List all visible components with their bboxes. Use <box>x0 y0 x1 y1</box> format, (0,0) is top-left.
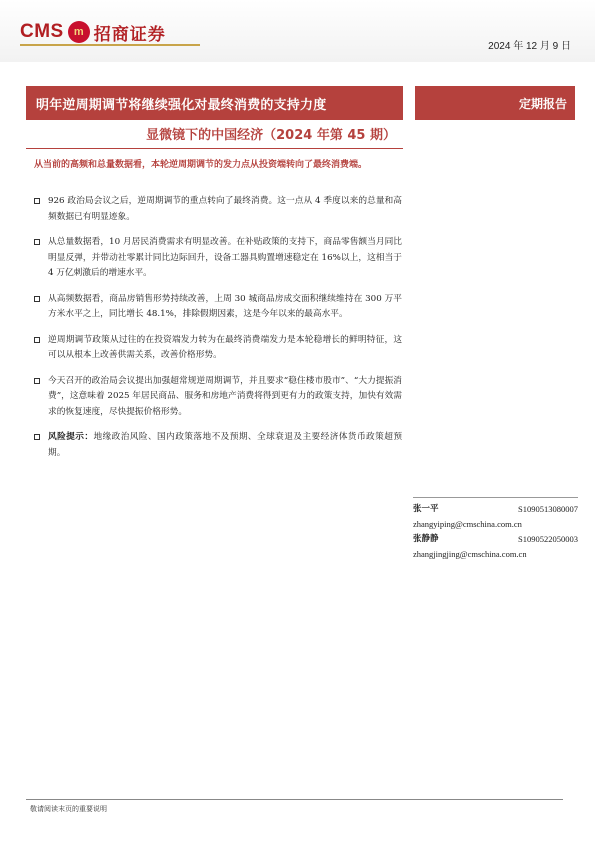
analyst-email[interactable]: zhangjingjing@cmschina.com.cn <box>413 549 527 559</box>
title-band <box>26 86 403 120</box>
list-item <box>34 430 402 461</box>
bullet-square-icon <box>34 296 40 302</box>
bullet-text: 从总量数据看，10 月居民消费需求有明显改善。在补贴政策的支持下，商品零售额当月同比明显反弹，并带动社零累计同比边际回升，设备工器具购置增速稳定在 16%以上，这相当于 4 万亿刺激后的增速水平。 <box>48 237 402 278</box>
report-title: 明年逆周期调节将继续强化对最终消费的支持力度 <box>36 97 327 113</box>
bullet-square-icon <box>34 378 40 384</box>
list-item <box>34 292 402 323</box>
logo-underline <box>20 44 200 46</box>
analyst-row <box>413 502 578 517</box>
bullet-square-icon <box>34 337 40 343</box>
list-item <box>34 235 402 282</box>
report-summary: 从当前的高频和总量数据看，本轮逆周期调节的发力点从投资端转向了最终消费端。 <box>34 160 368 170</box>
bullet-text: 926 政治局会议之后，逆周期调节的重点转向了最终消费。这一点从 4 季度以来的总量和高频数据已有明显迹象。 <box>48 196 402 222</box>
bullet-text: 从高频数据看，商品房销售形势持续改善，上周 30 城商品房成交面积继续维持在 300 万平方米水平之上，同比增长 48.1%，排除假期因素，这是今年以来的最高水平。 <box>48 293 402 319</box>
logo-chinese: 招商证券 <box>93 24 166 45</box>
footer-divider <box>26 799 563 800</box>
report-category: 定期报告 <box>518 96 567 111</box>
footer-disclaimer: 敬请阅读末页的重要说明 <box>30 805 107 813</box>
analyst-info <box>413 497 578 562</box>
key-points-list <box>34 194 402 471</box>
analyst-license-id: S1090513080007 <box>518 504 578 514</box>
analyst-email[interactable]: zhangyiping@cmschina.com.cn <box>413 519 522 529</box>
analyst-row <box>413 532 578 547</box>
analyst-divider <box>413 497 578 498</box>
bullet-square-icon <box>34 434 40 440</box>
logo-latin: CMS <box>20 21 64 42</box>
bullet-text: 今天召开的政治局会议提出加强超常规逆周期调节，并且要求“稳住楼市股市”、“大力提振消费”，这意味着 2025 年居民商品、服务和房地产消费将得到更有力的政策支持，加快有效需求的恢复速度，尽快提振价格形势。 <box>48 375 402 417</box>
category-band <box>415 86 575 120</box>
page-header <box>0 0 595 62</box>
list-item <box>34 194 402 225</box>
analyst-name: 张静静 <box>413 534 439 544</box>
subtitle-divider <box>26 148 403 149</box>
analyst-name: 张一平 <box>413 504 439 514</box>
bullet-text: 逆周期调节政策从过往的在投资端发力转为在最终消费端发力是本轮稳增长的鲜明特征，这可以从根本上改善供需关系，改善价格形势。 <box>48 334 402 360</box>
bullet-text: 地缘政治风险、国内政策落地不及预期、全球衰退及主要经济体货币政策超预期。 <box>48 432 403 458</box>
report-subtitle: 显微镜下的中国经济（2024 年第 45 期） <box>146 128 396 143</box>
list-item <box>34 374 402 421</box>
bullet-square-icon <box>34 198 40 204</box>
logo-badge-icon: m <box>68 21 90 43</box>
bullet-square-icon <box>34 239 40 245</box>
analyst-license-id: S1090522050003 <box>518 534 578 544</box>
list-item <box>34 333 402 364</box>
risk-warning-label: 风险提示： <box>48 432 94 442</box>
report-date: 2024 年 12 月 9 日 <box>488 41 571 52</box>
